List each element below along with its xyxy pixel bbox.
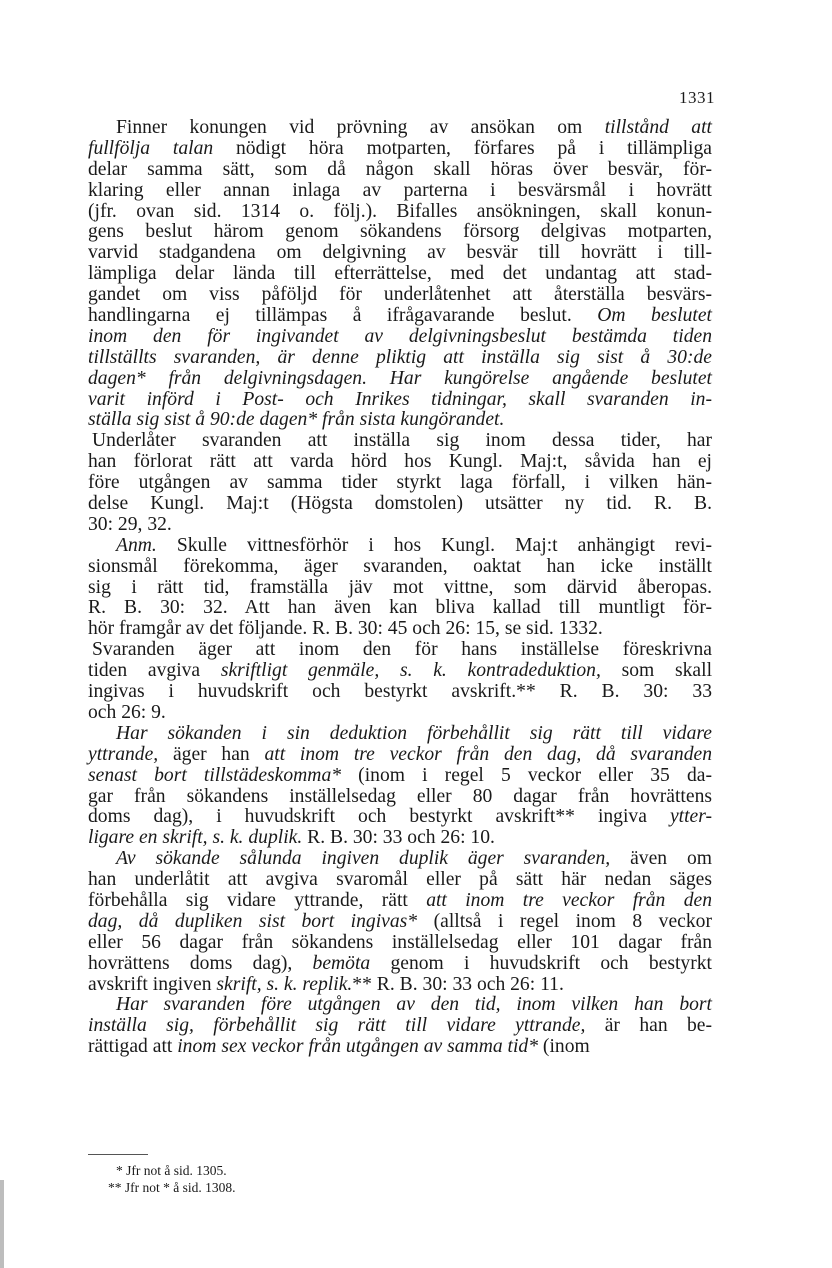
text-line <box>88 160 712 181</box>
text-segment: Skulle vittnesförhör i hos Kungl. Maj:t anhängigt revi- <box>156 534 712 556</box>
italic-text: tillställts svaranden, är denne pliktig att inställa sig sist å 30:de <box>88 346 712 368</box>
italic-text: inom sex veckor från utgången av samma tid* <box>177 1036 539 1058</box>
italic-text: bemöta <box>312 952 371 974</box>
body-text <box>88 118 712 1058</box>
text-segment: delar samma sätt, som då någon skall höras över besvär, för- <box>88 158 712 180</box>
text-line <box>88 828 712 849</box>
italic-text: inställa sig, förbehållit sig rätt till vidare yttrande, <box>88 1015 586 1037</box>
italic-text: varit införd i Post- och Inrikes tidningar, skall svaranden in- <box>88 388 712 410</box>
text-line <box>88 703 712 724</box>
text-segment: eller 56 dagar från sökandens inställelsedag eller 101 dagar från <box>88 931 712 953</box>
text-line <box>88 118 712 139</box>
text-line <box>88 619 712 640</box>
text-line <box>88 243 712 264</box>
text-line <box>88 787 712 808</box>
text-line <box>88 724 712 745</box>
text-line <box>88 181 712 202</box>
text-line <box>88 327 712 348</box>
text-segment: R. B. 30: 33 och 26: 10. <box>302 827 495 849</box>
text-line <box>88 1037 712 1058</box>
italic-text: Har kungörelse angående beslutet <box>389 367 712 389</box>
text-segment: sig i rätt tid, framställa jäv mot vittne, som därvid åberopas. <box>88 576 712 598</box>
text-segment: sionsmål förekomma, äger svaranden, oaktat han icke inställt <box>88 555 712 577</box>
text-segment <box>367 368 390 389</box>
italic-text: tillstånd att <box>604 117 712 138</box>
text-line <box>88 995 712 1016</box>
text-segment: (inom i regel 5 veckor eller 35 da- <box>341 764 712 786</box>
italic-text: Har sökanden i sin deduktion förbehållit sig rätt till vidare <box>116 722 712 744</box>
italic-text: dagen* från delgivningsdagen. <box>88 367 367 389</box>
text-segment: nödigt höra motparten, förfares på i tillämpliga <box>213 137 712 159</box>
text-segment: Underlåter svaranden att inställa sig inom dessa tider, har <box>92 430 712 452</box>
text-segment: gens beslut härom genom sökandens försorg delgivas motparten, <box>88 221 712 243</box>
text-segment: ** R. B. 30: 33 och 26: 11. <box>352 973 564 995</box>
italic-text: ytter- <box>669 806 712 828</box>
footnote-2: ** Jfr not * å sid. 1308. <box>108 1180 236 1195</box>
text-segment: (alltså i regel inom 8 veckor <box>417 910 712 932</box>
text-line <box>88 557 712 578</box>
italic-text: dag, då dupliken sist bort ingivas* <box>88 910 418 932</box>
text-line <box>88 473 712 494</box>
text-segment: (inom <box>538 1036 590 1058</box>
text-line <box>88 369 712 390</box>
text-line <box>88 431 712 452</box>
text-line <box>88 578 712 599</box>
italic-text: inom den för ingivandet av delgivningsbeslut bestämda tiden <box>88 325 712 347</box>
text-segment: delse Kungl. Maj:t (Högsta domstolen) utsätter ny tid. R. B. <box>88 493 712 515</box>
italic-text: Har svaranden före utgången av den tid, inom vilken han bort <box>116 994 712 1016</box>
italic-text: att inom tre veckor från den <box>426 889 712 911</box>
text-segment: 30: 29, 32. <box>88 513 172 535</box>
text-line <box>88 766 712 787</box>
italic-text: senast bort tillstädeskomma* <box>88 764 342 786</box>
text-line <box>88 348 712 369</box>
text-segment: R. B. 30: 32. Att han även kan bliva kallad till muntligt för- <box>88 597 712 619</box>
text-segment: han förlorat rätt att varda hörd hos Kungl. Maj:t, såvida han ej <box>88 451 712 473</box>
text-segment: ingivas i huvudskrift och bestyrkt avskrift.** R. B. 30: 33 <box>88 681 712 703</box>
text-line <box>88 306 712 327</box>
text-segment: varvid stadgandena om delgivning av besvär till hovrätt i till- <box>88 242 712 264</box>
text-segment: äger han <box>158 743 265 765</box>
text-segment: Finner konungen vid prövning av ansökan om <box>116 117 605 138</box>
text-line <box>88 202 712 223</box>
text-line <box>88 745 712 766</box>
text-segment: handlingarna ej tillämpas å ifrågavarande beslut. <box>88 305 598 327</box>
scan-edge-mark <box>0 1180 4 1268</box>
page-number: 1331 <box>679 88 715 107</box>
text-segment: hovrättens doms dag), <box>88 952 313 974</box>
italic-text: ställa sig sist å 90:de dagen* från sista kungörandet. <box>88 409 505 431</box>
text-line <box>88 870 712 891</box>
text-line <box>88 139 712 160</box>
text-segment: doms dag), i huvudskrift och bestyrkt avskrift** ingiva <box>88 806 670 828</box>
italic-text: fullfölja talan <box>88 137 214 159</box>
text-line <box>88 598 712 619</box>
text-line <box>88 452 712 473</box>
text-line <box>88 933 712 954</box>
italic-text: att inom tre veckor från den dag, då svaranden <box>264 743 712 765</box>
text-line <box>88 410 712 431</box>
footnote-1: * Jfr not å sid. 1305. <box>116 1163 227 1178</box>
text-line <box>88 954 712 975</box>
text-line <box>88 536 712 557</box>
italic-text: ligare en skrift, s. k. duplik. <box>88 827 303 849</box>
text-segment: som skall <box>600 660 713 682</box>
italic-text: skriftligt genmäle, s. k. kontradeduktion, <box>220 660 601 682</box>
text-line <box>88 891 712 912</box>
text-line <box>88 515 712 536</box>
text-segment: förbehålla sig vidare yttrande, rätt <box>88 889 427 911</box>
text-segment: genom i huvudskrift och bestyrkt <box>370 952 712 974</box>
footnote-rule <box>88 1154 148 1155</box>
text-segment: han underlåtit att avgiva svaromål eller på sätt här nedan säges <box>88 869 712 891</box>
text-line <box>88 285 712 306</box>
italic-text: Av sökande sålunda ingiven duplik äger svaranden, <box>116 848 611 870</box>
text-segment: före utgången av samma tider styrkt laga förfall, i vilken hän- <box>88 472 712 494</box>
text-line <box>88 264 712 285</box>
text-line <box>88 640 712 661</box>
text-segment: gar från sökandens inställelsedag eller 80 dagar från hovrättens <box>88 785 712 807</box>
text-line <box>88 849 712 870</box>
italic-text: Om beslutet <box>597 305 712 327</box>
text-segment: klaring eller annan inlaga av parterna i besvärsmål i hovrätt <box>88 179 712 201</box>
italic-text: Anm. <box>116 534 157 556</box>
italic-text: skrift, s. k. replik. <box>216 973 353 995</box>
text-segment: (jfr. ovan sid. 1314 o. följ.). Bifalles ansökningen, skall konun- <box>88 200 712 222</box>
text-segment: lämpliga delar lända till efterrättelse, med det undantag att stad- <box>88 263 712 285</box>
text-segment: är han be- <box>585 1015 713 1037</box>
text-line <box>88 912 712 933</box>
text-line <box>88 1016 712 1037</box>
footnotes <box>88 1162 488 1196</box>
text-line <box>88 807 712 828</box>
text-segment: och 26: 9. <box>88 701 166 723</box>
text-line <box>88 682 712 703</box>
text-line <box>88 222 712 243</box>
text-line <box>88 390 712 411</box>
text-line <box>88 494 712 515</box>
text-segment: Svaranden äger att inom den för hans inställelse föreskrivna <box>92 639 712 661</box>
text-segment: hör framgår av det följande. R. B. 30: 45 och 26: 15, se sid. 1332. <box>88 618 603 640</box>
text-line <box>88 975 712 996</box>
italic-text: yttrande, <box>88 743 159 765</box>
text-segment: avskrift ingiven <box>88 973 217 995</box>
text-segment: gandet om viss påföljd för underlåtenhet att återställa besvärs- <box>88 284 712 306</box>
text-line <box>88 661 712 682</box>
text-segment: tiden avgiva <box>88 660 221 682</box>
text-segment: även om <box>610 848 713 870</box>
text-segment: rättigad att <box>88 1036 178 1058</box>
